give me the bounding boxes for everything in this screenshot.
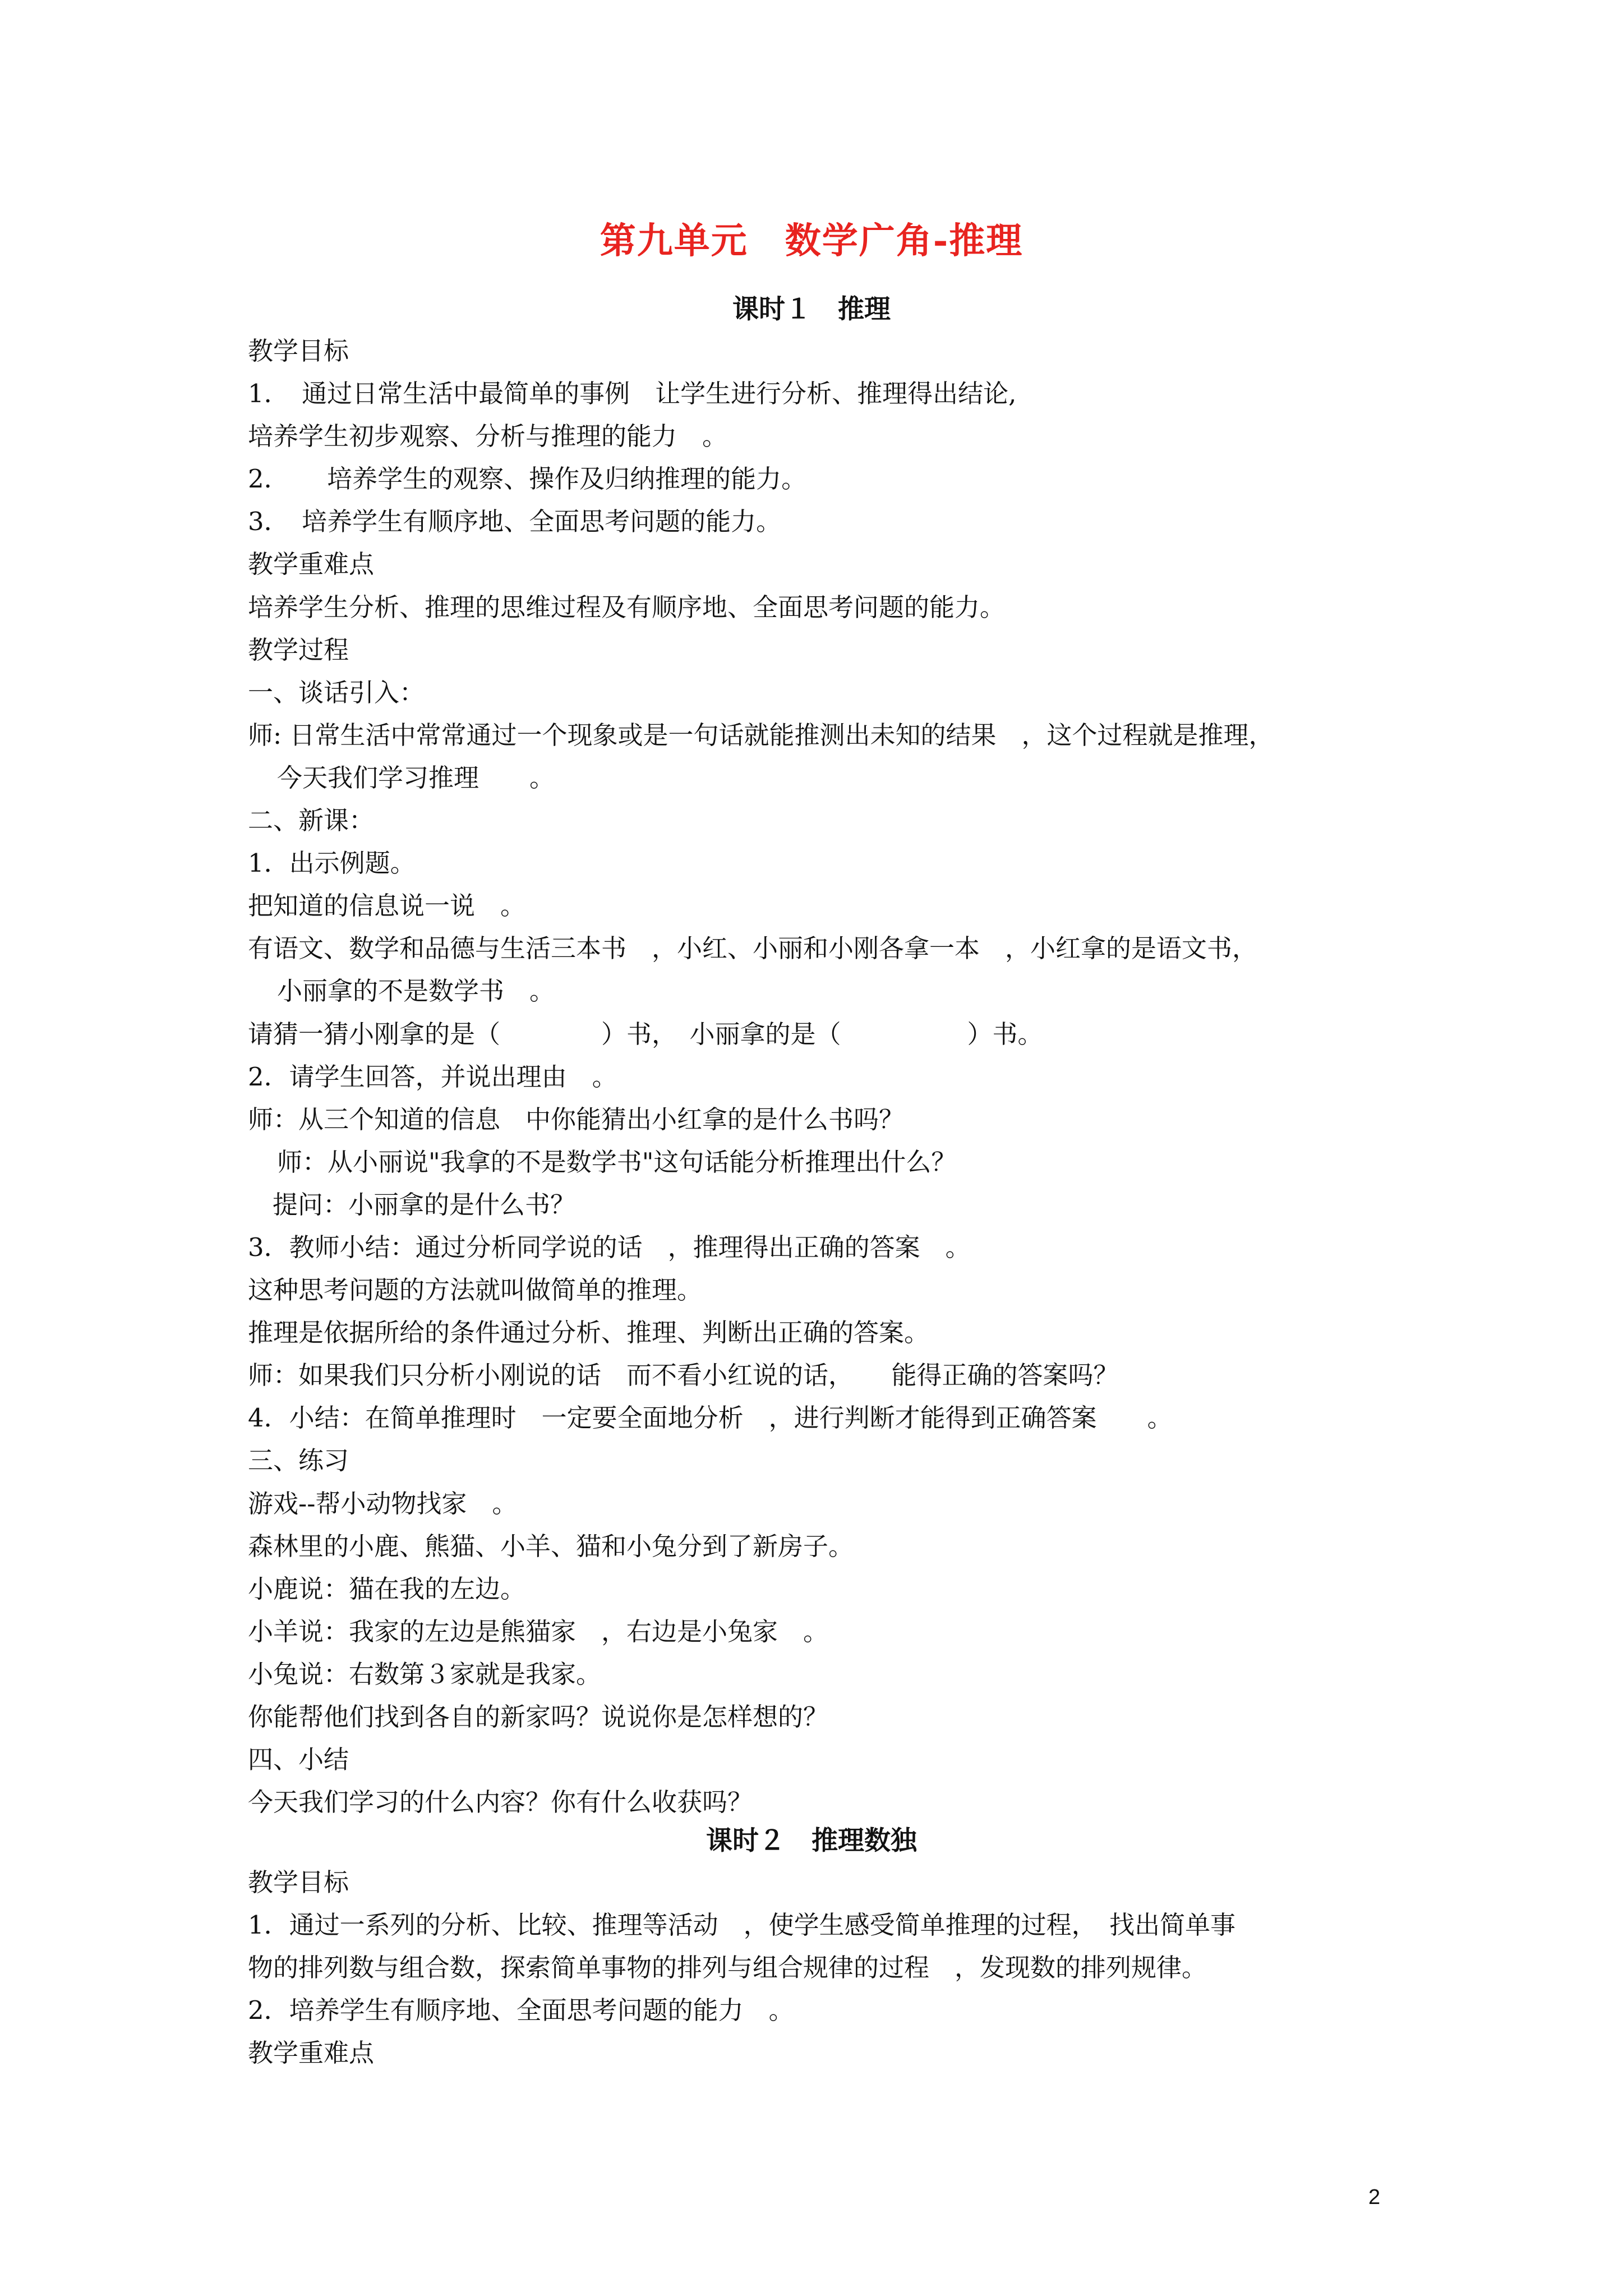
paragraph-line: 师：从三个知道的信息 中你能猜出小红拿的是什么书吗？ xyxy=(248,1104,905,1134)
paragraph-line: 有语文、数学和品德与生活三本书 ，小红、小丽和小刚各拿一本 ，小红拿的是语文书， xyxy=(248,933,1258,964)
lesson2-heading: 课时２ 推理数独 xyxy=(706,1825,917,1856)
paragraph-line: 师：从小丽说"我拿的不是数学书"这句话能分析推理出什么？ xyxy=(277,1147,957,1177)
paragraph-line: 你能帮他们找到各自的新家吗？说说你是怎样想的？ xyxy=(248,1702,829,1732)
paragraph-line: 三、练习 xyxy=(248,1446,349,1476)
paragraph-line: 小鹿说：猫在我的左边。 xyxy=(248,1573,526,1604)
paragraph-line: 今天我们学习推理 。 xyxy=(277,762,555,793)
paragraph-line: 培养学生分析、推理的思维过程及有顺序地、全面思考问题的能力。 xyxy=(248,592,1006,622)
paragraph-line: 2．培养学生有顺序地、全面思考问题的能力 。 xyxy=(248,1995,794,2026)
section-heading: 教学过程 xyxy=(248,634,349,665)
paragraph-line: 师：如果我们只分析小刚说的话 而不看小红说的话， 能得正确的答案吗？ xyxy=(248,1360,1119,1391)
paragraph-line: 4．小结：在简单推理时 一定要全面地分析 ，进行判断才能得到正确答案 。 xyxy=(248,1403,1173,1433)
paragraph-line: 提问：小丽拿的是什么书？ xyxy=(273,1189,576,1220)
section-heading: 教学目标 xyxy=(248,1867,349,1897)
paragraph-line: 森林里的小鹿、熊猫、小羊、猫和小兔分到了新房子。 xyxy=(248,1531,854,1561)
paragraph-line: 3．教师小结：通过分析同学说的话 ，推理得出正确的答案 。 xyxy=(248,1232,971,1262)
paragraph-line: 2．请学生回答，并说出理由 。 xyxy=(248,1061,617,1092)
paragraph-line: 今天我们学习的什么内容？你有什么收获吗？ xyxy=(248,1787,753,1818)
paragraph-line: 游戏--帮小动物找家 。 xyxy=(248,1488,518,1519)
paragraph-line: 小兔说：右数第３家就是我家。 xyxy=(248,1659,602,1689)
paragraph-line: 小羊说：我家的左边是熊猫家 ，右边是小兔家 。 xyxy=(248,1616,829,1646)
page-number: 2 xyxy=(1368,2185,1381,2209)
paragraph-line: 小丽拿的不是数学书 。 xyxy=(277,976,555,1006)
paragraph-line: 推理是依据所给的条件通过分析、推理、判断出正确的答案。 xyxy=(248,1318,930,1348)
paragraph-line: 培养学生初步观察、分析与推理的能力 。 xyxy=(248,421,728,452)
section-heading: 教学目标 xyxy=(248,336,349,366)
paragraph-line: 物的排列数与组合数，探索简单事物的排列与组合规律的过程 ，发现数的排列规律。 xyxy=(248,1953,1207,1983)
paragraph-line: 3． 培养学生有顺序地、全面思考问题的能力。 xyxy=(248,507,782,537)
paragraph-line: 师: 日常生活中常常通过一个现象或是一句话就能推测出未知的结果 ，这个过程就是推理， xyxy=(248,720,1274,750)
paragraph-line: 这种思考问题的方法就叫做简单的推理。 xyxy=(248,1275,703,1305)
paragraph-line: 请猜一猜小刚拿的是（ ）书， 小丽拿的是（ ）书。 xyxy=(248,1019,1043,1049)
paragraph-line: 1．通过一系列的分析、比较、推理等活动 ，使学生感受简单推理的过程， 找出简单事 xyxy=(248,1910,1236,1940)
paragraph-line: 1．出示例题。 xyxy=(248,848,416,878)
section-heading: 教学重难点 xyxy=(248,2038,375,2068)
paragraph-line: 一、谈话引入： xyxy=(248,677,425,707)
unit-title: 第九单元 数学广角-推理 xyxy=(600,220,1023,262)
paragraph-line: 二、新课： xyxy=(248,806,375,836)
lesson2-body xyxy=(248,1861,1398,2074)
section-heading: 教学重难点 xyxy=(248,549,375,579)
paragraph-line: 四、小结 xyxy=(248,1745,349,1775)
paragraph-line: 2． 培养学生的观察、操作及归纳推理的能力。 xyxy=(248,464,807,494)
lesson1-body xyxy=(248,330,1398,1824)
lesson1-heading: 课时１ 推理 xyxy=(732,294,891,325)
paragraph-line: 1． 通过日常生活中最简单的事例 让学生进行分析、推理得出结论, xyxy=(248,379,1017,409)
paragraph-line: 把知道的信息说一说 。 xyxy=(248,891,526,921)
